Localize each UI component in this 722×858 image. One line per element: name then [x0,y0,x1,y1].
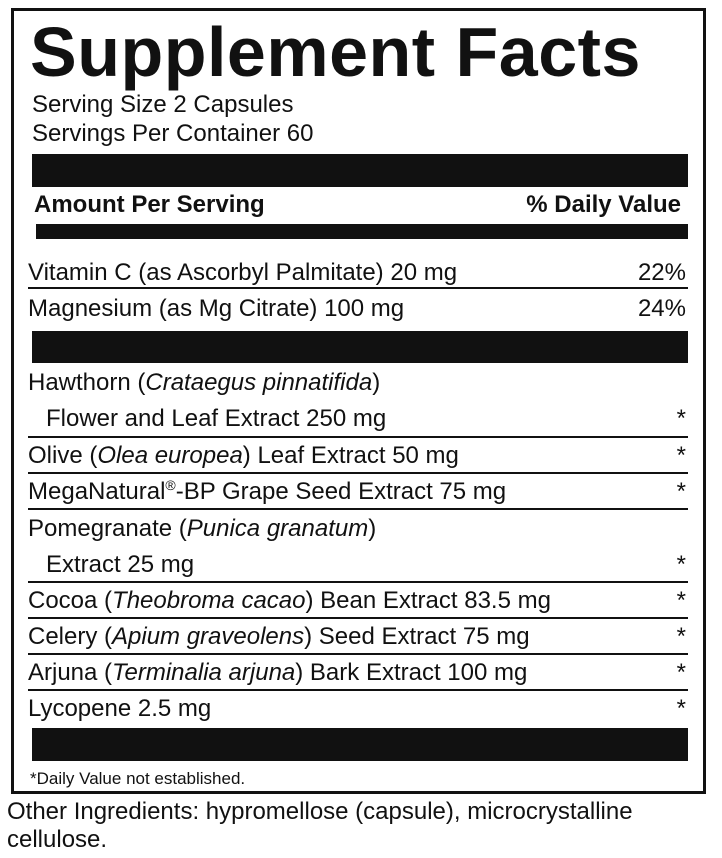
thick-divider-top [32,154,688,187]
row-divider [28,436,688,438]
latin-name: Crataegus pinnatifida [145,369,373,396]
ingredient-name-post: -BP Grape Seed Extract 75 mg [175,478,507,505]
ingredient-dv: * [676,695,686,722]
ingredient-name-pre: MegaNatural [28,478,166,505]
nutrient-name: Magnesium (as Mg Citrate) 100 mg [28,295,405,322]
ingredient-detail: Flower and Leaf Extract 250 mg [46,405,387,432]
ingredient-name-post: ) Bark Extract 100 mg [295,659,528,686]
row-divider [28,689,688,691]
row-divider [28,581,688,583]
ingredient-row-pomegranate [28,517,688,541]
ingredient-dv: * [676,478,686,505]
nutrient-dv: 22% [637,259,686,286]
ingredient-dv: * [676,587,686,614]
latin-name: Apium graveolens [112,623,305,650]
nutrient-row-magnesium [28,297,688,321]
thick-divider-middle [32,331,688,363]
ingredient-row-lycopene [28,697,688,721]
ingredient-name-post: ) [368,515,377,542]
row-divider [28,508,688,510]
footnote: *Daily Value not established. [30,769,246,788]
ingredient-name-pre: Celery ( [28,623,113,650]
ingredient-name-pre: Arjuna ( [28,659,113,686]
ingredient-row-hawthorn-line2 [28,407,688,431]
servings-per-container: Servings Per Container 60 [32,120,314,147]
latin-name: Olea europea [97,442,243,469]
latin-name: Punica granatum [186,515,369,542]
ingredient-detail: Extract 25 mg [46,551,195,578]
ingredient-dv: * [676,551,686,578]
ingredient-row-pomegranate-line2 [28,553,688,577]
nutrient-dv: 24% [637,295,686,322]
ingredient-row-hawthorn [28,371,688,395]
ingredient-name-post: ) Leaf Extract 50 mg [242,442,459,469]
ingredient-row-arjuna [28,661,688,685]
ingredient-dv: * [676,623,686,650]
ingredient-dv: * [676,659,686,686]
panel-title: Supplement Facts [30,13,641,91]
ingredient-name-post: ) [372,369,381,396]
ingredient-dv: * [676,405,686,432]
supplement-facts-panel [11,8,706,794]
ingredient-name-post: ) Seed Extract 75 mg [304,623,530,650]
ingredient-name-pre: Hawthorn ( [28,369,146,396]
latin-name: Terminalia arjuna [112,659,296,686]
row-divider [28,472,688,474]
nutrient-name: Vitamin C (as Ascorbyl Palmitate) 20 mg [28,259,458,286]
ingredient-name-pre: Olive ( [28,442,98,469]
latin-name: Theobroma cacao [112,587,306,614]
ingredient-name-pre: Cocoa ( [28,587,113,614]
serving-size: Serving Size 2 Capsules [32,91,294,118]
nutrient-row-vitamin-c [28,261,688,285]
row-divider [28,617,688,619]
row-divider [28,287,688,289]
medium-divider [36,224,688,239]
thick-divider-bottom [32,728,688,761]
ingredient-row-olive [28,444,688,468]
registered-mark: ® [165,477,176,493]
amount-per-serving-header: Amount Per Serving [34,191,265,218]
ingredient-name-post: ) Bean Extract 83.5 mg [305,587,551,614]
ingredient-name: Lycopene 2.5 mg [28,695,212,722]
row-divider [28,653,688,655]
ingredient-dv: * [676,442,686,469]
ingredient-row-cocoa [28,589,688,613]
other-ingredients: Other Ingredients: hypromellose (capsule), microcrystalline cellulose. [7,798,633,853]
ingredient-name-pre: Pomegranate ( [28,515,187,542]
ingredient-row-celery [28,625,688,649]
ingredient-row-meganatural [28,477,688,505]
daily-value-header: % Daily Value [526,191,681,218]
